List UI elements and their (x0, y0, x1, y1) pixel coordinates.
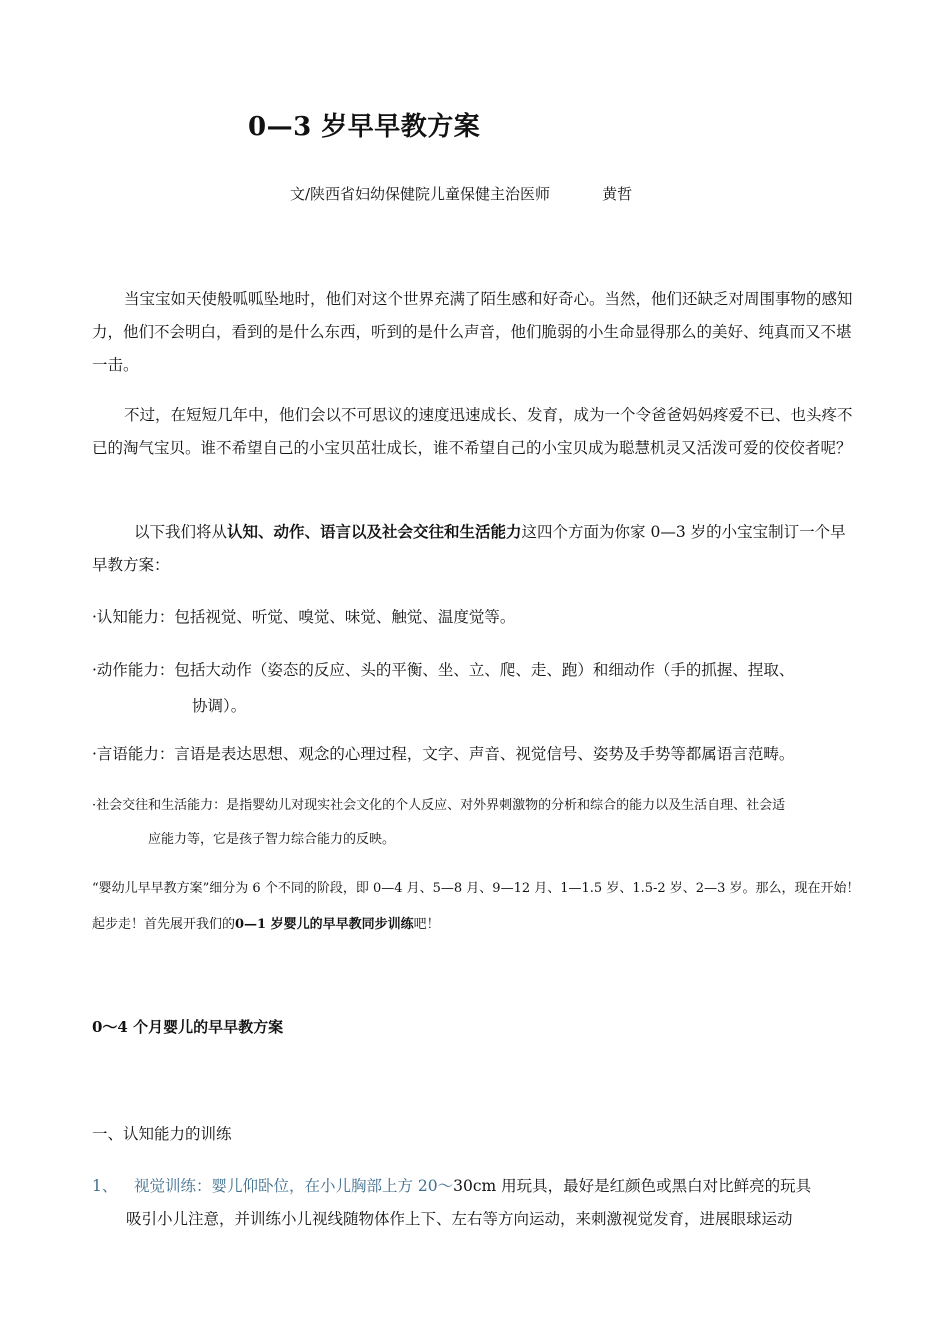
visual-training-lead: 视觉训练：婴儿仰卧位，在小儿胸部上方 20～ (134, 1177, 454, 1195)
visual-training-line-1-rest: 30cm 用玩具，最好是红颜色或黑白对比鲜亮的玩具 (453, 1177, 812, 1195)
social-line-1: ·社会交往和生活能力：是指婴幼儿对现实社会文化的个人反应、对外界刺激物的分析和综合的能力以及生活自理、社会适 (92, 798, 786, 813)
list-item-social (92, 789, 860, 857)
list-item-cognition: ·认知能力：包括视觉、听觉、嗅觉、味觉、触觉、温度觉等。 (92, 608, 516, 626)
motor-line-2: 协调）。 (192, 697, 247, 715)
stages-note (92, 871, 860, 943)
intro-paragraph-1: 当宝宝如天使般呱呱坠地时，他们对这个世界充满了陌生感和好奇心。当然，他们还缺乏对周围事物的感知力，他们不会明白，看到的是什么东西，听到的是什么声音，他们脆弱的小生命显得那么的美好、纯真而又不堪一击。 (92, 290, 853, 374)
intro-paragraph-2: 不过，在短短几年中，他们会以不可思议的速度迅速成长、发育，成为一个令爸爸妈妈疼爱不已、也头疼不已的淘气宝贝。谁不希望自己的小宝贝茁壮成长，谁不希望自己的小宝贝成为聪慧机灵又活泼可爱的佼佼者呢？ (92, 406, 853, 457)
numbered-item-visual-training (92, 1170, 862, 1236)
social-line-2: 应能力等，它是孩子智力综合能力的反映。 (148, 832, 396, 847)
intro3-tail: 这四个方面为你家 0—3 岁的小宝宝制订一个早早教方案： (92, 523, 846, 574)
byline-author-name: 黄哲 (602, 185, 633, 203)
item-number: 1、 (92, 1177, 118, 1195)
section-heading: 0～4 个月婴儿的早早教方案 (92, 1018, 284, 1036)
motor-line-1: ·动作能力：包括大动作（姿态的反应、头的平衡、坐、立、爬、走、跑）和细动作（手的抓握、捏取、 (92, 661, 795, 679)
stages-note-text: “婴幼儿早早教方案”细分为 6 个不同的阶段，即 0—4 月、5—8 月、9—12 月、1—1.5 岁、1.5-2 岁、2—3 岁。那么，现在开始！起步走！首先展开我们的 (92, 881, 860, 932)
subsection-heading: 一、认知能力的训练 (92, 1125, 232, 1143)
intro-paragraph-3 (92, 515, 860, 582)
byline-affiliation: 文/陕西省妇幼保健院儿童保健主治医师 (290, 185, 551, 203)
intro3-emphasis: 认知、动作、语言以及社会交往和生活能力 (227, 522, 522, 541)
list-item-language: ·言语能力：言语是表达思想、观念的心理过程，文字、声音、视觉信号、姿势及手势等都属语言范畴。 (92, 745, 795, 763)
stages-note-emphasis: 0—1 岁婴儿的早早教同步训练 (235, 917, 414, 932)
stages-note-tail: 吧！ (413, 917, 440, 932)
visual-training-line-2: 吸引小儿注意，并训练小儿视线随物体作上下、左右等方向运动，来刺激视觉发育，进展眼球运动 (126, 1210, 793, 1228)
document-title: 0—3 岁早早教方案 (248, 112, 481, 142)
author-byline (290, 183, 632, 204)
list-item-motor (92, 652, 860, 724)
intro3-lead: 以下我们将从 (134, 523, 228, 541)
